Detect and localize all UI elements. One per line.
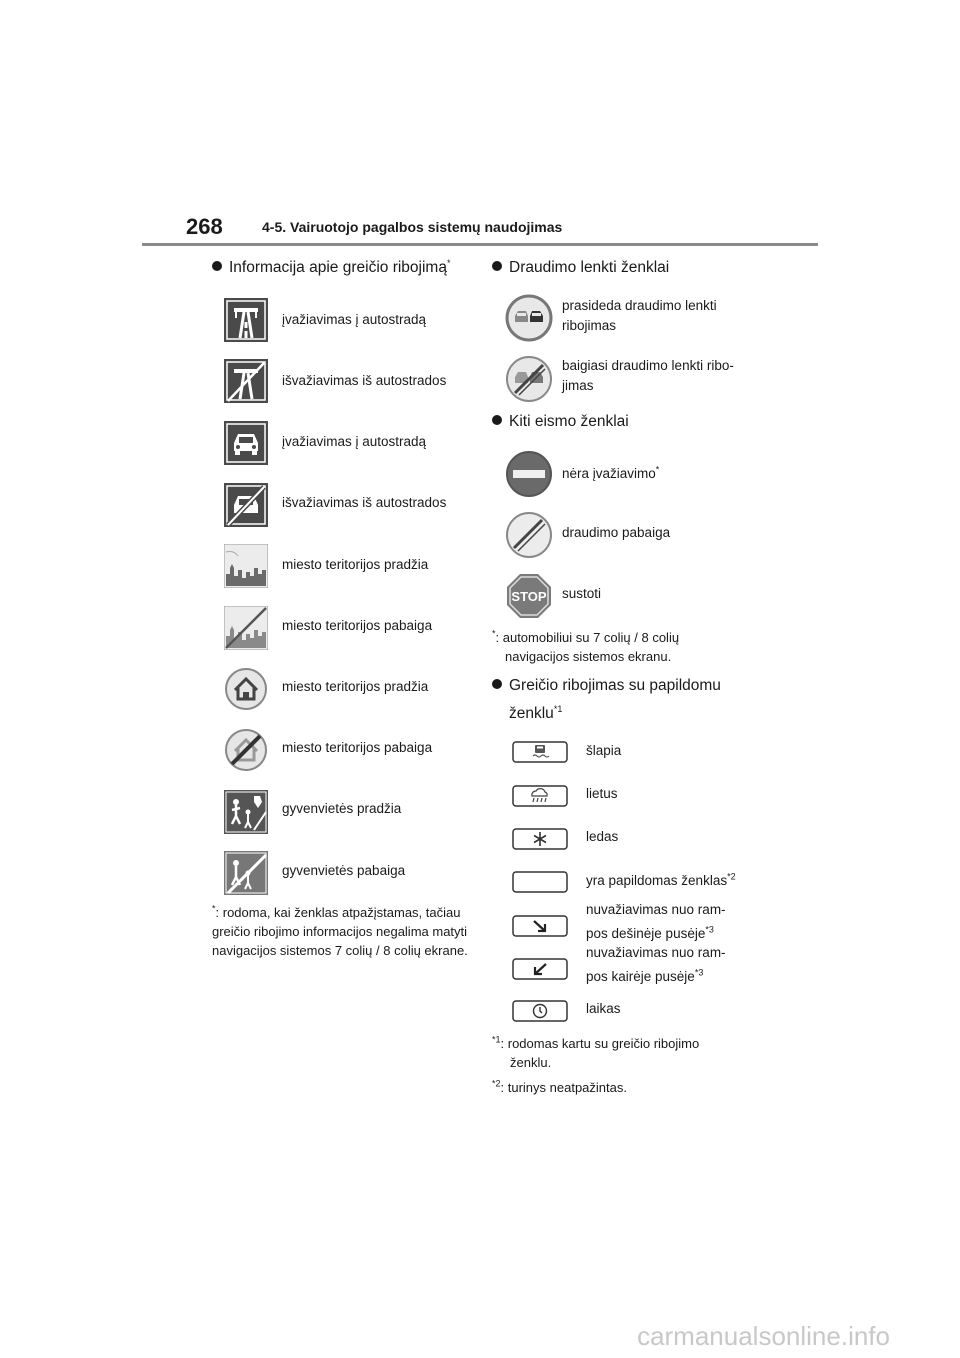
exit-left-arrow-icon [512,958,568,980]
expressway-start-icon [224,421,268,465]
sign-label: įvažiavimas į autostradą [282,434,427,449]
exit-right-arrow-icon [512,915,568,937]
sign-label: išvažiavimas iš autostrados [282,373,447,388]
chapter-title: 4-5. Vairuotojo pagalbos sistemų naudojimas [262,219,563,235]
wet-road-icon [512,741,568,763]
header-divider [142,243,818,246]
other-footnote: *: automobiliui su 7 colių / 8 colių navigacijos sistemos ekranu. [492,628,680,664]
clock-icon [512,1000,568,1022]
city-end-icon [224,606,268,650]
end-of-restriction-icon [505,511,553,559]
left-footnote: *: rodoma, kai ženklas atpažįstamas, tačiau greičio ribojimo informacijos negalima matyti navigacijos sistemos 7 colių / 8 colių ekrane. [212,903,468,958]
page-number: 268 [186,214,223,239]
supplementary-label: lietus [586,786,618,801]
blank-plate-icon [512,871,568,893]
bullet-icon [492,679,502,689]
supplementary-label: šlapia [586,743,622,758]
town-end-icon [224,728,268,772]
residential-start-icon [224,790,268,834]
supplementary-note-2: $^{*2}$: turinys neatpažintas. [492,1078,627,1095]
supplementary-note-1: $^{*1}$: rodomas kartu su greičio ribojimo ženklu. [492,1034,700,1070]
no-entry-icon [505,450,553,498]
watermark: carmanualsonline.info [637,1321,890,1351]
stop-label: sustoti [562,586,602,601]
residential-end-icon [224,851,268,895]
bullet-icon [492,261,502,271]
sign-label: miesto teritorijos pabaiga [282,740,433,755]
overtake-heading: Draudimo lenkti ženklai [492,256,669,280]
other-signs-heading: Kiti eismo ženklai [492,410,629,434]
motorway-end-icon [224,359,268,403]
speed-info-heading: Informacija apie greičio ribojimą* [212,256,450,280]
city-start-icon [224,544,268,588]
sign-label: gyvenvietės pabaiga [282,863,406,878]
bullet-icon [492,415,502,425]
supplementary-label: ledas [586,829,619,844]
end-of-restriction-label: draudimo pabaiga [562,525,671,540]
snowflake-icon [512,828,568,850]
stop-sign-icon [505,572,553,620]
no-overtaking-icon [505,294,553,342]
town-start-icon [224,667,268,711]
no-overtaking-end-label: baigiasi draudimo lenkti ribo- jimas [562,358,734,393]
sign-label: išvažiavimas iš autostrados [282,495,447,510]
supplementary-label: yra papildomas ženklas$^{*2}$ [586,871,736,888]
sign-label: gyvenvietės pradžia [282,801,402,816]
no-overtaking-label: prasideda draudimo lenkti ribojimas [562,298,717,333]
sign-label: miesto teritorijos pradžia [282,679,429,694]
expressway-end-icon [224,483,268,527]
rain-icon [512,785,568,807]
stop-text: STOP [511,589,547,604]
sign-label: miesto teritorijos pabaiga [282,618,433,633]
motorway-start-icon [224,298,268,342]
bullet-icon [212,261,222,271]
sign-label: miesto teritorijos pradžia [282,557,429,572]
supplementary-label: nuvažiavimas nuo ram- pos kairėje pusėje$^{*3}$ [586,945,726,984]
supplementary-label: laikas [586,1001,621,1016]
supplementary-heading: Greičio ribojimas su papildomu ženklu$^{*1}$ [492,674,721,726]
no-overtaking-end-icon [505,355,553,403]
sign-label: įvažiavimas į autostradą [282,312,427,327]
supplementary-label: nuvažiavimas nuo ram- pos dešinėje pusėje$^{*3}$ [586,902,726,941]
no-entry-label: nėra įvažiavimo* [562,464,660,481]
